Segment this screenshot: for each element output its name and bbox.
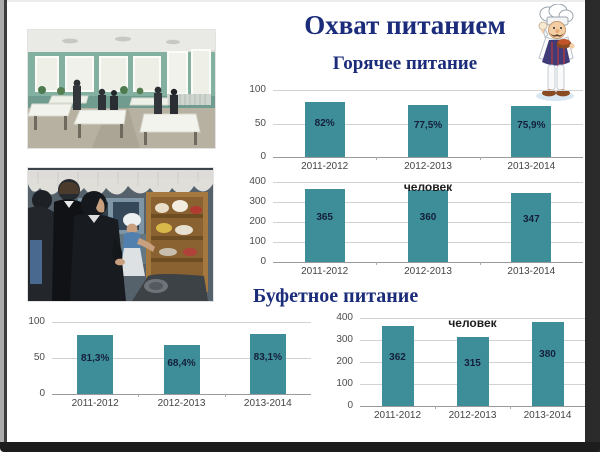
bar — [511, 106, 551, 157]
buffet-photo — [28, 168, 213, 301]
slide-top-edge — [0, 0, 600, 2]
unit-annotation: человек — [403, 180, 453, 194]
x-category-label: 2012-2013 — [448, 410, 497, 421]
bar-value-label: 362 — [389, 351, 406, 363]
y-tick-label: 300 — [336, 334, 353, 345]
y-tick-label: 0 — [260, 256, 266, 267]
slide-bottom-border — [0, 442, 600, 452]
bar-value-label: 68,4% — [167, 358, 196, 370]
x-category-label: 2011-2012 — [71, 398, 119, 409]
bar — [250, 334, 286, 394]
x-axis-line — [273, 157, 583, 158]
bar — [511, 193, 551, 262]
x-category-label: 2013-2014 — [507, 161, 556, 172]
bar — [305, 189, 345, 262]
y-tick-label: 100 — [336, 378, 353, 389]
page-title: Охват питанием — [304, 10, 506, 40]
chart-hot-meals-people — [243, 176, 589, 279]
bar-value-label: 347 — [522, 213, 540, 225]
slide-right-border — [585, 0, 600, 452]
x-category-label: 2012-2013 — [404, 161, 452, 172]
x-tick-mark — [480, 157, 481, 160]
y-tick-label: 200 — [336, 356, 353, 367]
y-tick-label: 0 — [39, 388, 45, 399]
canteen-photo — [28, 30, 215, 148]
bar-value-label: 315 — [464, 358, 481, 370]
bar-value-label: 77,5% — [413, 119, 443, 131]
x-axis-line — [52, 394, 311, 395]
x-tick-mark — [138, 394, 139, 397]
x-tick-mark — [435, 406, 436, 409]
bar — [408, 190, 448, 262]
bar — [77, 335, 113, 394]
x-tick-mark — [376, 157, 377, 160]
gridline — [52, 322, 311, 323]
bar-value-label: 380 — [539, 349, 556, 361]
bar — [408, 105, 448, 157]
y-tick-label: 300 — [249, 196, 266, 207]
bar — [532, 322, 564, 406]
y-tick-label: 200 — [249, 216, 266, 227]
y-tick-label: 100 — [249, 236, 266, 247]
buffet-photo-illustration — [28, 168, 213, 301]
y-tick-label: 100 — [28, 316, 45, 327]
canteen-photo-illustration — [28, 30, 215, 148]
y-tick-label: 0 — [347, 400, 353, 411]
x-category-label: 2011-2012 — [373, 410, 422, 421]
y-tick-label: 50 — [254, 117, 266, 129]
x-category-label: 2013-2014 — [243, 398, 292, 409]
x-tick-mark — [480, 262, 481, 265]
bar-value-label: 82% — [314, 117, 335, 129]
y-tick-label: 400 — [336, 312, 353, 323]
y-tick-label: 400 — [249, 176, 266, 187]
section-heading-hot-meals: Горячее питание — [332, 53, 478, 74]
x-axis-line — [273, 262, 583, 263]
bar — [305, 102, 345, 157]
x-category-label: 2012-2013 — [157, 398, 206, 409]
chart-hot-meals-percent — [243, 84, 589, 174]
x-category-label: 2013-2014 — [507, 266, 556, 277]
bar-value-label: 360 — [419, 212, 437, 224]
x-category-label: 2013-2014 — [523, 410, 572, 421]
bar-value-label: 365 — [316, 211, 333, 223]
slide-left-border-inner — [4, 0, 7, 443]
bar — [457, 337, 489, 406]
x-tick-mark — [225, 394, 226, 397]
chart-buffet-meals-people — [330, 312, 591, 423]
chart-buffet-meals-percent — [22, 316, 317, 411]
x-category-label: 2012-2013 — [404, 266, 452, 277]
y-tick-label: 0 — [260, 151, 266, 162]
y-tick-label: 100 — [249, 84, 266, 95]
unit-annotation: человек — [448, 316, 497, 330]
section-heading-buffet-meals: Буфетное питание — [253, 285, 419, 307]
bar-value-label: 81,3% — [80, 352, 110, 364]
bar — [382, 326, 414, 406]
gridline — [273, 90, 583, 91]
bar-value-label: 83,1% — [253, 351, 282, 363]
x-category-label: 2011-2012 — [301, 161, 349, 172]
x-tick-mark — [376, 262, 377, 265]
x-axis-line — [360, 406, 585, 407]
y-tick-label: 50 — [33, 352, 45, 363]
x-category-label: 2011-2012 — [301, 266, 349, 277]
x-tick-mark — [510, 406, 511, 409]
bar-value-label: 75,9% — [517, 120, 546, 132]
